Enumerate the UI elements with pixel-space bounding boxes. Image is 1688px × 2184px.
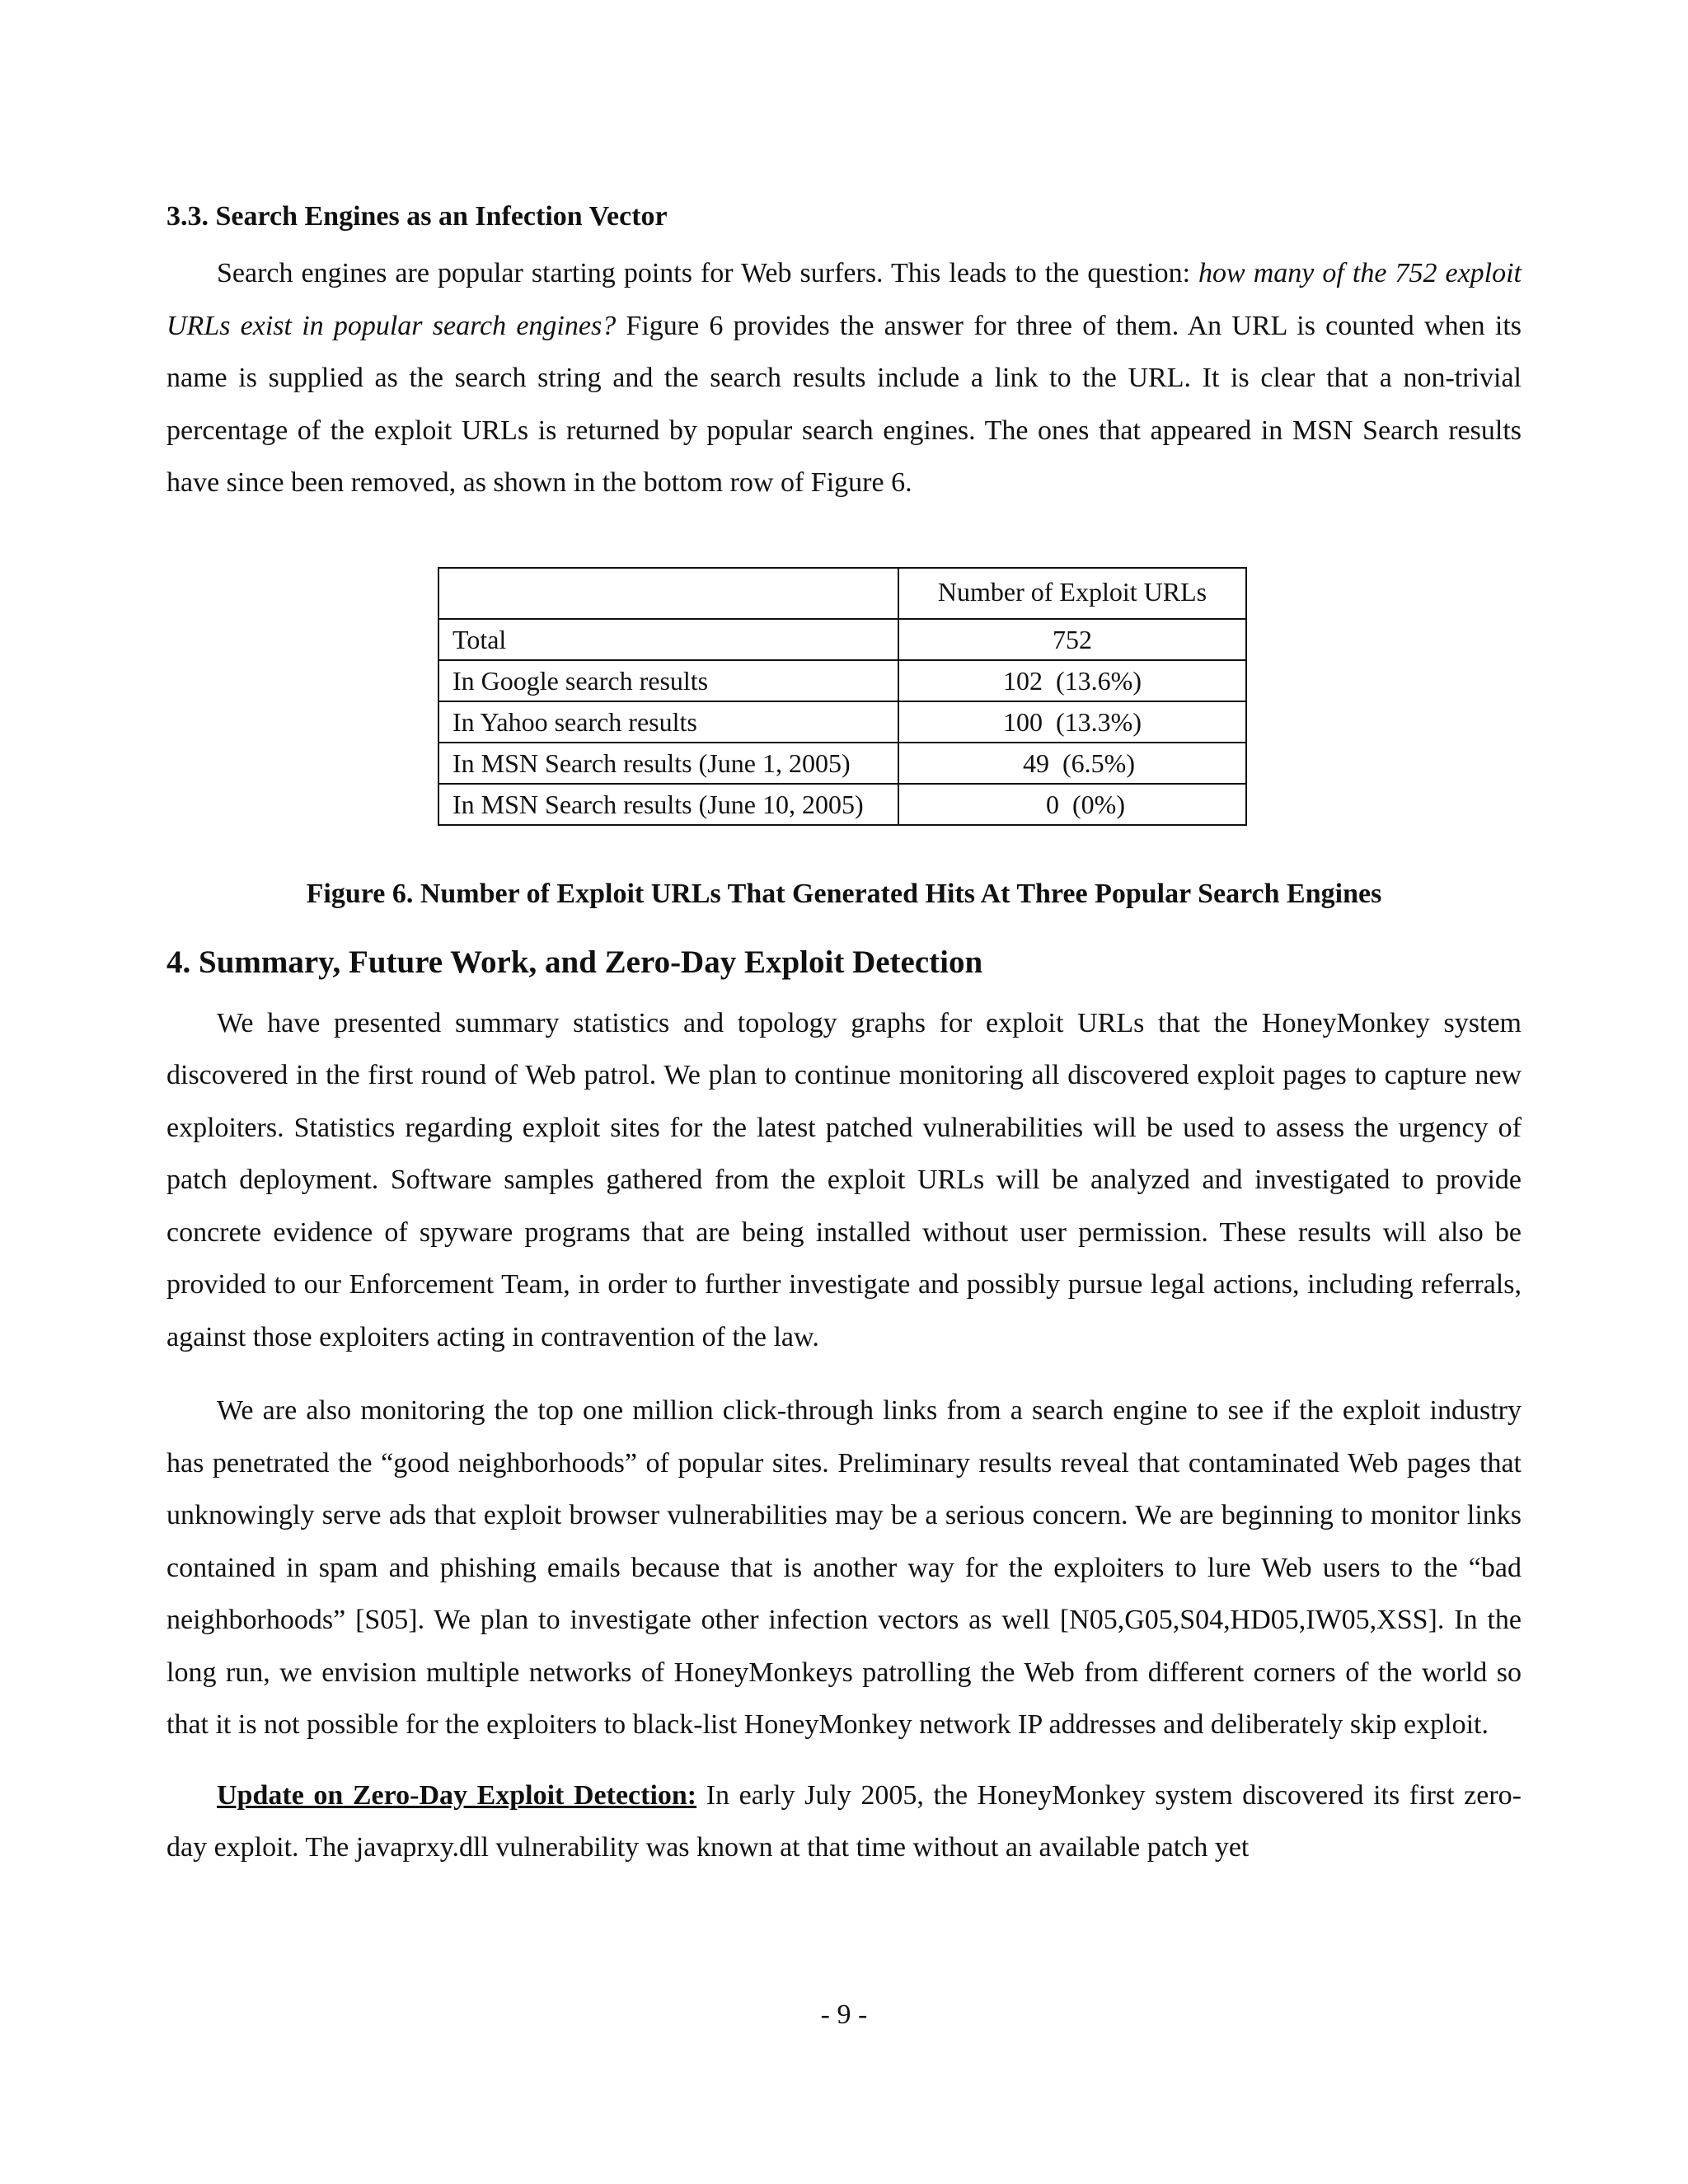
row-label: In Google search results	[438, 660, 898, 701]
table-column-header: Number of Exploit URLs	[898, 568, 1246, 619]
row-value: 0 (0%)	[898, 784, 1246, 825]
figure-6-table	[438, 567, 1247, 826]
section-3-3-paragraph	[166, 247, 1522, 509]
row-value: 102 (13.6%)	[898, 660, 1246, 701]
section-3-3-text-a: Search engines are popular starting points for Web surfers. This leads to the question:	[217, 258, 1199, 288]
section-4-paragraph-1: We have presented summary statistics and topology graphs for exploit URLs that the HoneyMonkey system discovered in the first round of Web patrol. We plan to continue monitoring all discovered exploit pages to capture new exploiters. Statistics regarding exploit sites for the latest patched vulnerabilities will be used to assess the urgency of patch deployment. Software samples gathered from the exploit URLs will be analyzed and investigated to provide concrete evidence of spyware programs that are being installed without user permission. These results will also be provided to our Enforcement Team, in order to further investigate and possibly pursue legal actions, including referrals, against those exploiters acting in contravention of the law.	[166, 1007, 1522, 1352]
row-label: In MSN Search results (June 1, 2005)	[438, 743, 898, 784]
row-value: 752	[898, 619, 1246, 660]
page-content	[166, 196, 1522, 1874]
row-label: Total	[438, 619, 898, 660]
row-value: 100 (13.3%)	[898, 701, 1246, 743]
table-row	[438, 743, 1246, 784]
row-label: In Yahoo search results	[438, 701, 898, 743]
table-row	[438, 660, 1246, 701]
section-4-paragraph-2: We are also monitoring the top one million click-through links from a search engine to see if the exploit industry has penetrated the “good neighborhoods” of popular sites. Preliminary results reveal that contaminated Web pages that unknowingly serve ads that exploit browser vulnerabilities may be a serious concern. We are beginning to monitor links contained in spam and phishing emails because that is another way for the exploiters to lure Web users to the “bad neighborhoods” [S05]. We plan to investigate other infection vectors as well [N05,G05,S04,HD05,IW05,XSS]. In the long run, we envision multiple networks of HoneyMonkeys patrolling the Web from different corners of the world so that it is not possible for the exploiters to black-list HoneyMonkey network IP addresses and deliberately skip exploit.	[166, 1395, 1522, 1740]
section-3-3-question: how many of the 752 exploit URLs exist in popular search engines?	[166, 258, 1522, 341]
table-row	[438, 701, 1246, 743]
table-header-blank	[438, 568, 898, 619]
table-header-row	[438, 568, 1246, 619]
table-row	[438, 784, 1246, 825]
section-4-heading: 4. Summary, Future Work, and Zero-Day Exploit Detection	[166, 944, 983, 980]
section-3-3-text-b: Figure 6 provides the answer for three of them. An URL is counted when its name is supplied as the search string and the search results include a link to the URL. It is clear that a non-trivial percentage of the exploit URLs is returned by popular search engines. The ones that appeared in MSN Search results have since been removed, as shown in the bottom row of Figure 6.	[166, 310, 1522, 498]
section-3-3-heading: 3.3. Search Engines as an Infection Vector	[166, 201, 668, 232]
zero-day-update-lead: Update on Zero-Day Exploit Detection:	[217, 1779, 697, 1811]
page-number: - 9 -	[820, 1999, 868, 2030]
figure-6-caption: Figure 6. Number of Exploit URLs That Generated Hits At Three Popular Search Engines	[306, 878, 1382, 909]
row-value: 49 (6.5%)	[898, 743, 1246, 784]
row-label: In MSN Search results (June 10, 2005)	[438, 784, 898, 825]
section-4-paragraph-3	[166, 1769, 1522, 1874]
table-row	[438, 619, 1246, 660]
zero-day-update-text: In early July 2005, the HoneyMonkey system discovered its first zero-day exploit. The javaprxy.dll vulnerability was known at that time without an available patch yet	[166, 1779, 1522, 1863]
